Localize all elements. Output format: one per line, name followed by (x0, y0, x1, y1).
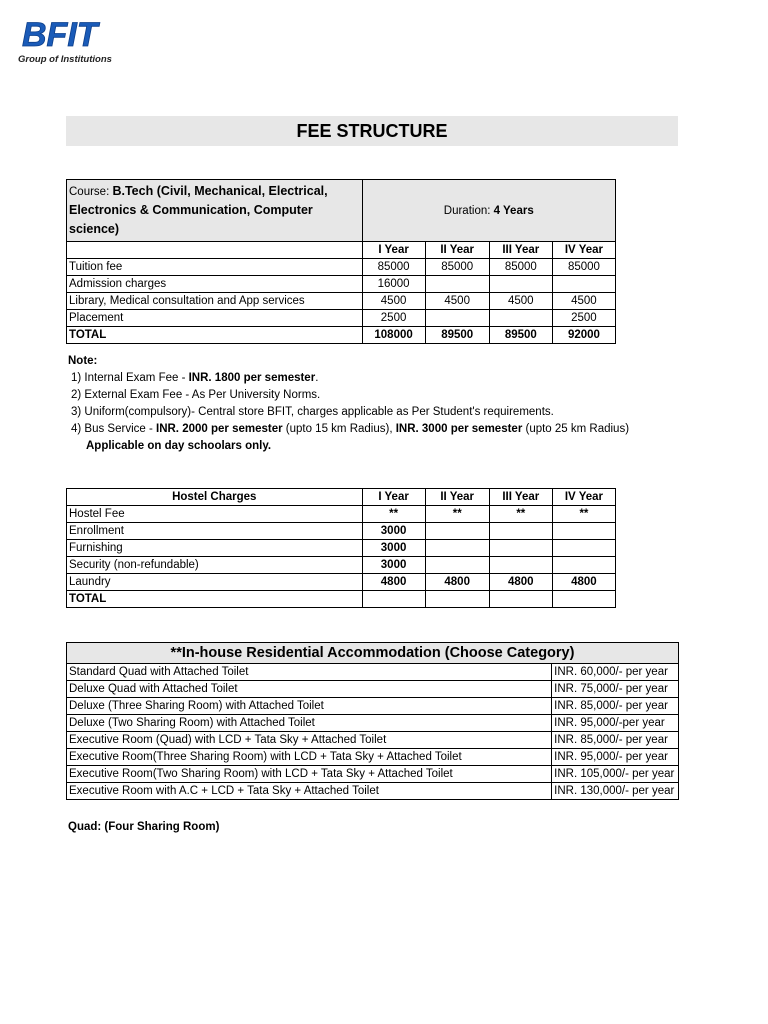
year-header: III Year (489, 242, 552, 259)
logo-brand: BFIT (22, 16, 98, 54)
hostel-value (425, 523, 489, 540)
hostel-value: 4800 (489, 574, 552, 591)
hostel-row (67, 574, 616, 591)
quad-footnote: Quad: (Four Sharing Room) (68, 821, 220, 833)
fee-row-label: Admission charges (67, 276, 363, 293)
note-item-3: 3) Uniform(compulsory)- Central store BFIT, charges applicable as Per Student's requirements. (71, 406, 554, 418)
fee-row-label: Library, Medical consultation and App services (67, 293, 363, 310)
duration-cell (362, 180, 615, 242)
hostel-value (489, 523, 552, 540)
notes (68, 353, 629, 455)
hostel-value: ** (489, 506, 552, 523)
accommodation-price: INR. 130,000/- per year (552, 783, 679, 800)
note-item-2: 2) External Exam Fee - As Per University Norms. (71, 389, 321, 401)
fee-row (67, 276, 616, 293)
bfit-logo (16, 12, 136, 68)
logo-subtitle: Group of Institutions (18, 54, 112, 65)
fee-total-value: 89500 (489, 327, 552, 344)
fee-value: 85000 (552, 259, 615, 276)
hostel-row-label: Laundry (67, 574, 363, 591)
fee-total-row (67, 327, 616, 344)
hostel-total-value (489, 591, 552, 608)
hostel-value (552, 557, 615, 574)
hostel-value: 4800 (552, 574, 615, 591)
fee-row-label: Placement (67, 310, 363, 327)
accommodation-label: Executive Room (Quad) with LCD + Tata Sky + Attached Toilet (67, 732, 552, 749)
accommodation-label: Executive Room(Two Sharing Room) with LCD + Tata Sky + Attached Toilet (67, 766, 552, 783)
accommodation-label: Executive Room with A.C + LCD + Tata Sky + Attached Toilet (67, 783, 552, 800)
accommodation-price: INR. 85,000/- per year (552, 698, 679, 715)
accommodation-row (67, 698, 679, 715)
hostel-row-label: Hostel Fee (67, 506, 363, 523)
fee-value: 85000 (425, 259, 489, 276)
duration-value: 4 Years (493, 204, 534, 217)
accommodation-label: Standard Quad with Attached Toilet (67, 664, 552, 681)
accommodation-row (67, 732, 679, 749)
fee-value (489, 276, 552, 293)
fee-table (66, 179, 616, 344)
accommodation-row (67, 715, 679, 732)
accommodation-label: Deluxe (Three Sharing Room) with Attached Toilet (67, 698, 552, 715)
fee-value: 4500 (552, 293, 615, 310)
course-cell (67, 180, 363, 242)
fee-value: 4500 (362, 293, 425, 310)
notes-heading: Note: (68, 355, 98, 367)
fee-value (552, 276, 615, 293)
hostel-value: ** (552, 506, 615, 523)
accommodation-row (67, 783, 679, 800)
fee-value: 4500 (489, 293, 552, 310)
hostel-row (67, 523, 616, 540)
hostel-value: ** (362, 506, 425, 523)
hostel-value (552, 523, 615, 540)
note-item-4: 4) Bus Service - INR. 2000 per semester (upto 15 km Radius), INR. 3000 per semester (upto 25 km Radius) (71, 423, 630, 435)
accommodation-price: INR. 60,000/- per year (552, 664, 679, 681)
accommodation-title: **In-house Residential Accommodation (Choose Category) (67, 643, 679, 664)
fee-value: 2500 (552, 310, 615, 327)
fee-total-value: 92000 (552, 327, 615, 344)
fee-year-header-row (67, 242, 616, 259)
hostel-row-label: Security (non-refundable) (67, 557, 363, 574)
accommodation-price: INR. 75,000/- per year (552, 681, 679, 698)
accommodation-row (67, 681, 679, 698)
year-header: I Year (362, 489, 425, 506)
page-title: FEE STRUCTURE (66, 116, 678, 146)
fee-value: 16000 (362, 276, 425, 293)
year-header: I Year (362, 242, 425, 259)
fee-value: 4500 (425, 293, 489, 310)
hostel-value: 3000 (362, 540, 425, 557)
fee-total-value: 89500 (425, 327, 489, 344)
year-header: III Year (489, 489, 552, 506)
fee-value (425, 310, 489, 327)
accommodation-row (67, 664, 679, 681)
fee-total-label: TOTAL (67, 327, 363, 344)
accommodation-row (67, 766, 679, 783)
fee-row (67, 293, 616, 310)
accommodation-label: Deluxe (Two Sharing Room) with Attached Toilet (67, 715, 552, 732)
hostel-header-row (67, 489, 616, 506)
hostel-row (67, 557, 616, 574)
accommodation-label: Deluxe Quad with Attached Toilet (67, 681, 552, 698)
hostel-value (425, 557, 489, 574)
year-header: IV Year (552, 489, 615, 506)
hostel-total-value (362, 591, 425, 608)
hostel-value: 4800 (362, 574, 425, 591)
accommodation-table (66, 642, 679, 800)
fee-row (67, 310, 616, 327)
year-header: II Year (425, 489, 489, 506)
hostel-value: 3000 (362, 557, 425, 574)
note-item-4-sub: Applicable on day schoolars only. (86, 440, 272, 452)
hostel-value: 4800 (425, 574, 489, 591)
hostel-value: ** (425, 506, 489, 523)
accommodation-price: INR. 85,000/- per year (552, 732, 679, 749)
fee-value: 85000 (362, 259, 425, 276)
accommodation-price: INR. 95,000/-per year (552, 715, 679, 732)
note-item-1: 1) Internal Exam Fee - INR. 1800 per semester. (71, 372, 319, 384)
hostel-total-row (67, 591, 616, 608)
course-label: Course: (69, 186, 113, 198)
accommodation-label: Executive Room(Three Sharing Room) with LCD + Tata Sky + Attached Toilet (67, 749, 552, 766)
hostel-value (489, 540, 552, 557)
fee-row-label: Tuition fee (67, 259, 363, 276)
hostel-row-label: Enrollment (67, 523, 363, 540)
hostel-value (425, 540, 489, 557)
hostel-row-label: Furnishing (67, 540, 363, 557)
year-header: IV Year (552, 242, 615, 259)
hostel-total-label: TOTAL (67, 591, 363, 608)
year-header: II Year (425, 242, 489, 259)
course-name: B.Tech (Civil, Mechanical, Electrical, Electronics & Communication, Computer science) (69, 184, 328, 236)
fee-row (67, 259, 616, 276)
hostel-value (552, 540, 615, 557)
accommodation-price: INR. 105,000/- per year (552, 766, 679, 783)
fee-value (425, 276, 489, 293)
accommodation-row (67, 749, 679, 766)
fee-value (489, 310, 552, 327)
hostel-row (67, 506, 616, 523)
duration-label: Duration: (443, 204, 494, 217)
fee-value: 85000 (489, 259, 552, 276)
hostel-total-value (552, 591, 615, 608)
hostel-value: 3000 (362, 523, 425, 540)
hostel-table (66, 488, 616, 608)
hostel-row (67, 540, 616, 557)
hostel-header-label: Hostel Charges (67, 489, 363, 506)
hostel-value (489, 557, 552, 574)
accommodation-price: INR. 95,000/- per year (552, 749, 679, 766)
hostel-total-value (425, 591, 489, 608)
fee-total-value: 108000 (362, 327, 425, 344)
fee-value: 2500 (362, 310, 425, 327)
